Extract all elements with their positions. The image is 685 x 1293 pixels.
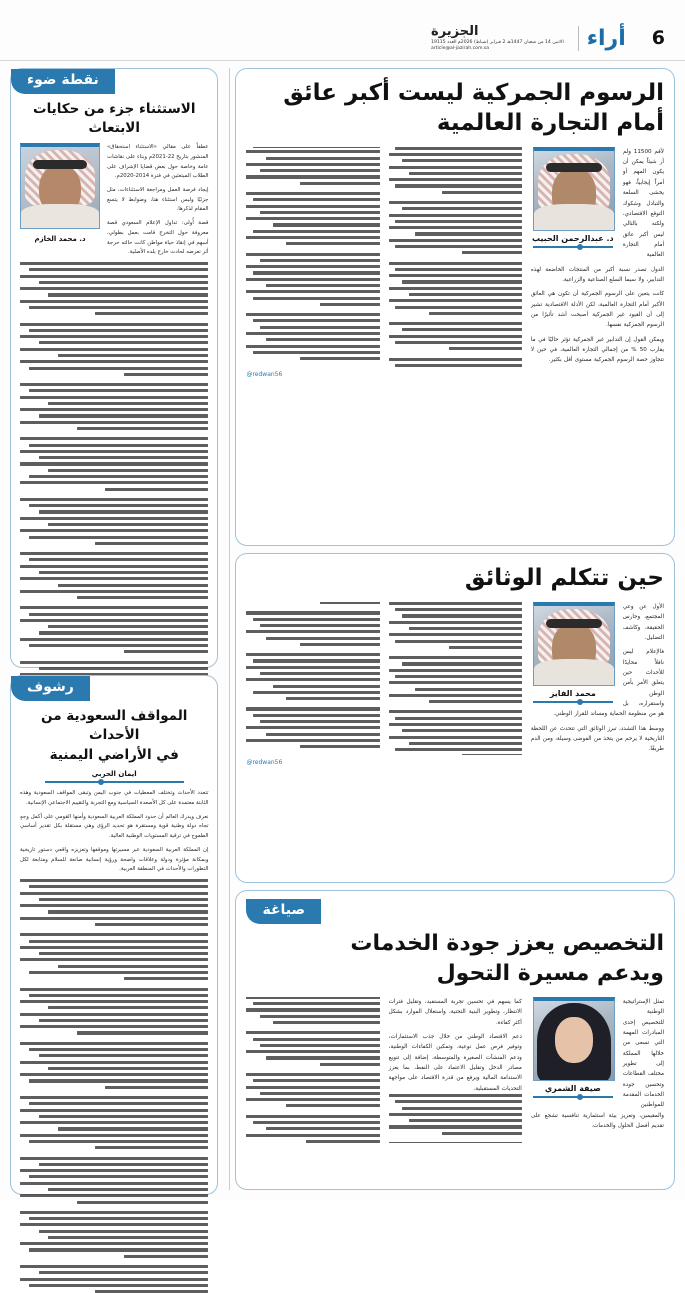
author-block-middle [531, 602, 615, 703]
author-rule [533, 1096, 613, 1098]
article-main-body [531, 265, 664, 366]
article-bottom-left-headline-2: ويدعم مسيرة التحول [436, 961, 664, 987]
masthead-identity [431, 24, 570, 52]
lead-paragraph: لأقم 11500 ولم أر شيئاً يمكن أن يكون المهم أو أمراً إيجابياً، فهو يخشى السلعة والتبادل وشكوك التوقع الاقتصادي، ولكنه بالتالي ليس أكبر عائق أمام التجارة العالمية [622, 148, 664, 259]
article-middle [235, 553, 675, 883]
masthead-divider [0, 60, 685, 61]
sidebar-article-top [10, 68, 218, 668]
sidebar-bottom-headline-1: المواقف السعودية من الأحداث [41, 707, 188, 743]
contact-email: article@al-jazirah.com.sa [431, 46, 490, 52]
author-name-bottom-left: صيفة الشمري [544, 1083, 601, 1093]
sidebar-top-headline: الاستثناء جزء من حكايات الابتعاث [33, 100, 196, 136]
body-paragraph: قصة أُولى: تداول الإعلام السعودي قصة معروفة حول التخرج قامت بعمل بطولي، أسهم في إنقاذ حياة مواطن كانت حالته حرجة أثر تعرضه لحادث خارج بلده الأصلية. [107, 220, 209, 256]
author-photo-middle [533, 602, 615, 686]
newspaper-logo: الجزيرة [431, 24, 479, 40]
column-divider [229, 68, 230, 1190]
sidebar-bottom-filler-text [20, 879, 208, 1293]
author-rule [533, 701, 613, 703]
body-paragraph: تمثل الإستراتيجية الوطنية للتخصيص إحدى المبادرات المهمة التي تسعى من خلالها المملكة إلى تطوير مختلف القطاعات وتحسين جودة الخدمات المقدمة للمواطنين والمقيمين، وتعزيز بيئة استثمارية تنافسية تشجع على تقديم أفضل الحلول والخدمات. [530, 998, 664, 1130]
article-middle-handle[interactable]: @redwan56 [246, 759, 283, 767]
author-name-main: د. عبدالرحمن الحبيب [532, 233, 614, 243]
author-rule-sidebar-bottom [45, 781, 184, 783]
sidebar-article-bottom [10, 675, 218, 1195]
sidebar-top-filler-text [20, 262, 208, 701]
body-paragraph: الدول تصدر نسبة أكبر من المنتجات الخاضعة لهذه التدابير، ولا سيما السلع الصناعية والزراعية. [530, 266, 664, 283]
section-tag-wrap-nuqtat-daw [11, 69, 217, 94]
body-paragraph: دعم الاقتصاد الوطني من خلال جذب الاستثمارات، وتوفير فرص عمل نوعية، وتمكين الكفاءات الوطنية، ودعم المنشآت الصغيرة والمتوسطة، إضافة إلى تنويع مصادر الدخل وتقليل الاعتماد على النفط، بما يعزز الاستدامة المالية ويرفع من قدرة الاقتصاد على مواجهة التحديات المستقبلية. [388, 1034, 522, 1092]
body-paragraph: كانت يتعين على الرسوم الجمركية أن تكون هي العائق الأكبر أمام التجارة العالمية، لكن الأدلة الاقتصادية تشير إلى أن القيود غير الجمركية أصبحت أشد تأثيرًا من الرسوم الجمركية نفسها. [530, 291, 664, 329]
article-main [235, 68, 675, 546]
article-main-headline: الرسوم الجمركية ليست أكبر عائق أمام التجارة العالمية [283, 80, 664, 136]
author-block-main [531, 147, 615, 248]
article-main-filler-text [246, 147, 521, 367]
body-paragraph: إن المملكة العربية السعودية عبر مسيرتها وموقفها وتعزيزه واقعي دستور تاريخية وبمكانة مؤثرة ودولة وعلاقات واضحة ورؤية إنسانية صانعة للسلام ومتابعة لكل التطورات والأحداث في المنطقة العربية. [20, 846, 209, 873]
sidebar-bottom-body [20, 789, 208, 875]
author-name-middle: محمد الفايز [549, 688, 596, 698]
article-bottom-left-columns [246, 997, 664, 1143]
right-column [10, 68, 224, 1190]
section-tag-nuqtat-daw[interactable]: نقطة ضوء [11, 69, 115, 94]
masthead-inner [431, 24, 671, 52]
body-paragraph: تتعدد الأحداث وتختلف المعطيات في جنوب اليمن وتبقى المواقف السعودية وهذه الثابتة معتمدة على كل الأصعدة السياسية ومع التجربة والتقييم الاجتماعي الإنسانية. [20, 790, 209, 806]
article-middle-columns [246, 602, 664, 755]
author-photo-sidebar-top [20, 143, 100, 229]
body-paragraph: كما يسهم في تحسين تجربة المستفيد، وتقليل فترات الانتظار، وتطوير البنية التحتية، واستغلال الموارد بشكل أكثر كفاءة. [388, 998, 522, 1026]
author-photo-bottom-left [533, 997, 615, 1081]
article-main-columns [246, 147, 664, 367]
body-paragraph: نعرف ويدرك العالم أن حدود المملكة العربية السعودية وأمنها القومي على أكمل وجهٍ تجاه دولة وطنية قوية ومستقرة هو تحديد الرؤى وهي مستقلة بكل تقدير أساسي الطموح في ترقية المستويات الوطنية العالية. [20, 813, 209, 840]
article-middle-headline: حين تتكلم الوثائق [464, 565, 664, 591]
section-tag-rushuf[interactable]: رشوف [11, 676, 90, 701]
body-paragraph: إيجاد فرصة العمل ومراجعة الاستثناءات، مثل جزئيًا وليس استثناء هنا، وضوابط لا يتسع المقام لذكرها. [107, 186, 209, 213]
author-block-bottom-left [531, 997, 615, 1098]
author-name-sidebar-bottom: ايمان الحربي [91, 770, 137, 779]
sidebar-bottom-headline-2: في الأراضي اليمنية [49, 747, 179, 764]
body-paragraph: الأول عن وعي المجتمع، وحارس الحقيقة، وكاشف التضليل. [622, 603, 664, 641]
left-column [235, 68, 675, 1190]
page-content [0, 62, 685, 1200]
body-paragraph: فالإعلام ليس نافلاً محايدًا للأحداث حين يتعلق الأمر بأمن الوطن واستقراره، بل هو من منظومة الحماية ومساند للقرار الوطني. [553, 649, 664, 718]
section-tag-siyagha[interactable]: صياغة [246, 899, 321, 924]
article-main-handle[interactable]: @redwan56 [246, 370, 283, 378]
author-photo-main [533, 147, 615, 231]
body-paragraph: ويمكن القول إن التدابير غير الجمركية تؤثر حاليًا في ما يقارب 50 % من إجمالي التجارة العالمية، في حين لا تتجاوز حصة الرسوم الجمركية مستوى أقل بكثير. [530, 336, 665, 364]
section-tag-wrap-rushuf [11, 676, 217, 701]
author-rule [533, 246, 613, 248]
article-middle-filler-text [246, 602, 521, 755]
page-number: 6 [651, 27, 665, 49]
article-bottom-left-headline-1: التخصيص يعزز جودة الخدمات [350, 930, 664, 956]
article-bottom-left [235, 890, 675, 1190]
issue-date: الاثنين 14 من شعبان 1447هـ 2 فبراير (شباط) 2026م العدد 19115 [431, 40, 564, 46]
sidebar-top-content [20, 143, 208, 704]
section-title: أراء [578, 26, 634, 51]
author-name-sidebar-top: د. محمد الخازم [34, 235, 86, 244]
body-paragraph: ووسط هذا التشدد، تبرز الوثائق التي تتحدث عن اللحظة التاريخية لا يرحم من يتخذ من الفوضى وسيلة، ومن الدم طريقًا. [530, 725, 664, 753]
section-tag-wrap-siyagha [246, 899, 664, 924]
body-paragraph: عطفاً على مقالي «الاستثناء استحقاق» المنشور بتاريخ 22-2021م وبناء على نقاشات عامة وخاصة حول بعض قضايا الإشراف على الطلاب المبتعثين في فترة 2014-2020م. [107, 144, 209, 180]
masthead [0, 0, 685, 62]
